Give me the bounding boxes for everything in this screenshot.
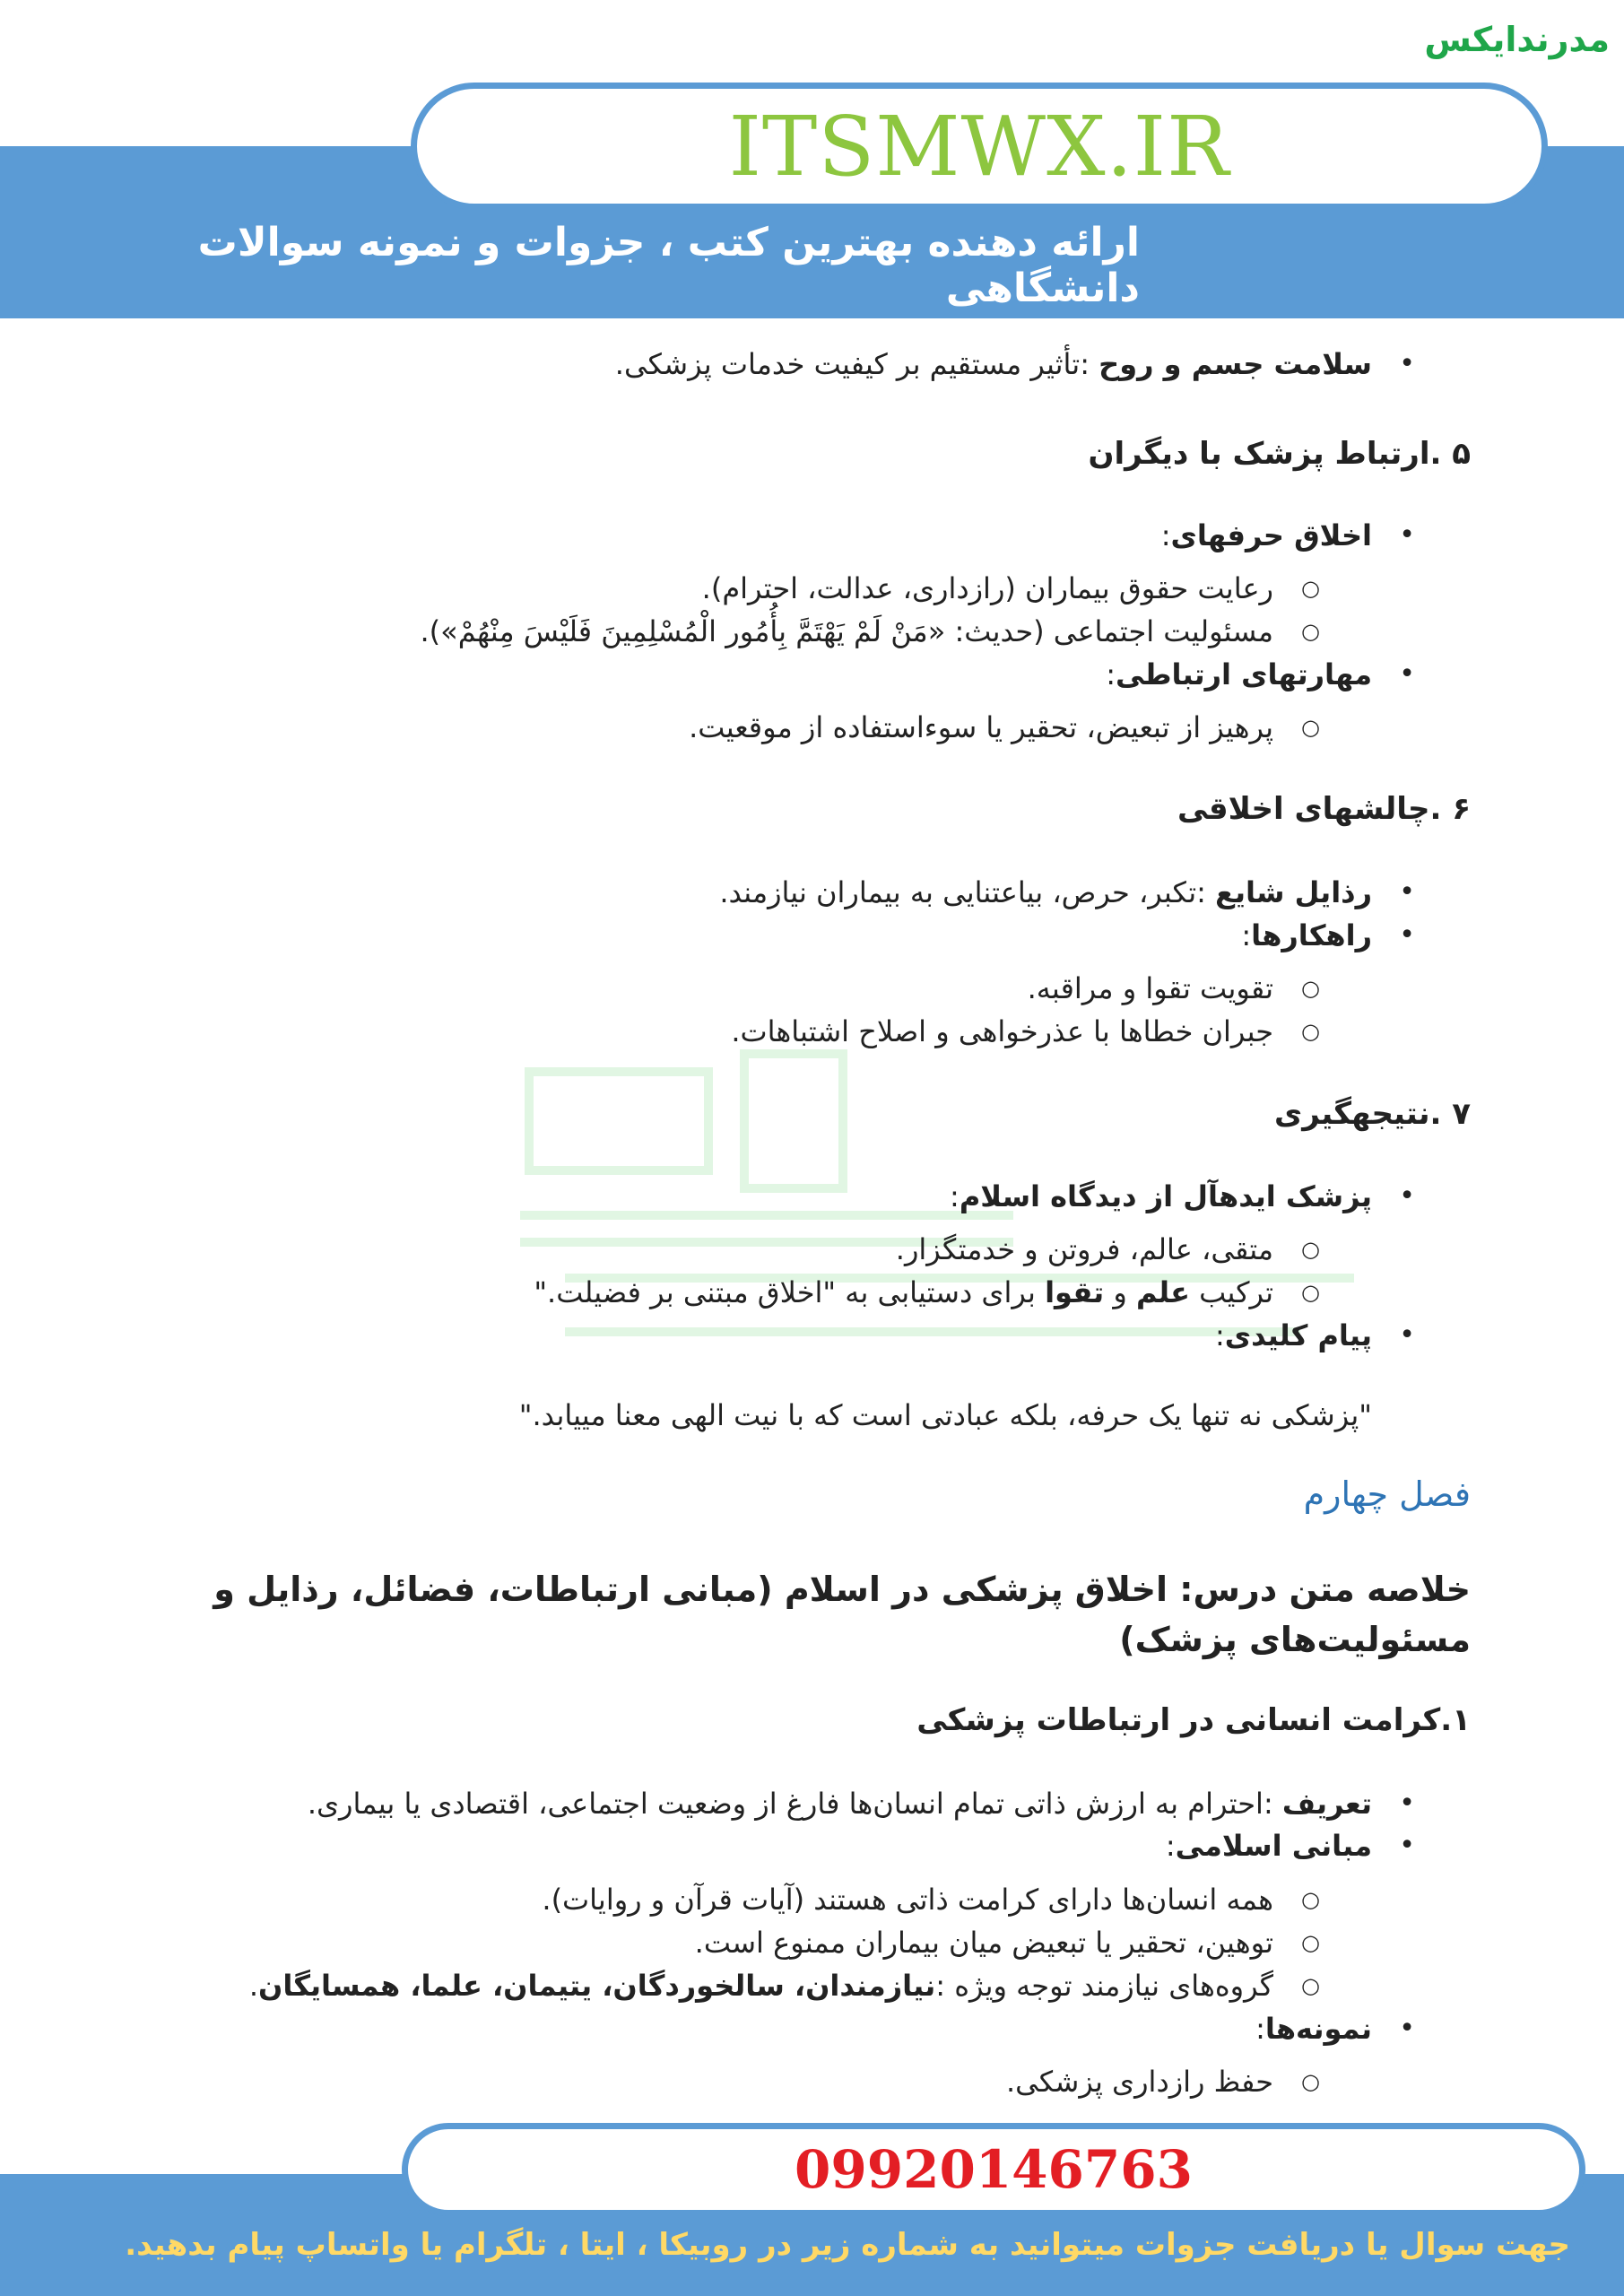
- footer-contact-note: جهت سوال یا دریافت جزوات میتوانید به شماره زیر در روبیکا ، ایتا ، تلگرام یا واتساپ پیام بدهید.: [125, 2227, 1570, 2263]
- site-title: ITSMWX.IR: [728, 98, 1230, 195]
- lesson-title: خلاصه متن درس: اخلاق پزشکی در اسلام (مبانی ارتباطات، فضائل، رذایل و مسئولیت‌های پزشک): [213, 1570, 1471, 1659]
- sub-item-confidentiality: ○ حفظ رازداری پزشکی.: [0, 2060, 1471, 2103]
- sub-item-science-piety: ○ ترکیب علم و تقوا برای دستیابی به "اخلاق مبتنی بر فضیلت.": [0, 1271, 1471, 1314]
- bullet-islamic-foundations: • مبانی اسلامی:: [36, 1824, 1471, 1867]
- sub-item-social-responsibility: ○ مسئولیت اجتماعی (حدیث: «مَنْ لَمْ یَهْتَمَّ بِأُمُور الْمُسْلِمِینَ فَلَیْسَ مِنْهُمْ»).: [0, 610, 1471, 653]
- tagline: ارائه دهنده بهترین کتب ، جزوات و نمونه سوالات دانشگاهی: [197, 220, 1140, 311]
- bullet-professional-ethics: • اخلاق حرفهای:: [36, 514, 1471, 557]
- sub-item-physician-traits: ○ متقی، عالم، فروتن و خدمتگزار.: [0, 1228, 1471, 1271]
- sub-item-needy-groups: ○ گروه‌های نیازمند توجه ویژه :نیازمندان، سالخوردگان، یتیمان، علما، همسایگان.: [0, 1964, 1471, 2007]
- key-message-quote: "پزشکی نه تنها یک حرفه، بلکه عبادتی است که با نیت الهی معنا مییابد.": [518, 1398, 1372, 1432]
- bullet-communication-skills: • مهارتهای ارتباطی:: [36, 653, 1471, 696]
- chapter-title: فصل چهارم: [1303, 1474, 1471, 1514]
- bullet-solutions: • راهکارها:: [36, 914, 1471, 957]
- contact-phone-number: 09920146763: [795, 2139, 1193, 2200]
- footer-pill: [402, 2123, 1585, 2216]
- section-heading-7: ۷ .نتیجهگیری: [1274, 1096, 1471, 1132]
- bullet-health: • سلامت جسم و روح :تأثیر مستقیم بر کیفیت خدمات پزشکی.: [36, 343, 1471, 386]
- sub-item-insult-forbidden: ○ توهین، تحقیر یا تبعیض میان بیماران ممنوع است.: [0, 1921, 1471, 1964]
- bullet-ideal-physician: • پزشک ایدهآل از دیدگاه اسلام:: [36, 1175, 1471, 1218]
- sub-item-patient-rights: ○ رعایت حقوق بیماران (رازداری، عدالت، احترام).: [0, 567, 1471, 610]
- sub-item-inherent-dignity: ○ همه انسان‌ها دارای کرامت ذاتی هستند (آیات قرآن و روایات).: [0, 1878, 1471, 1921]
- bullet-key-message: • پیام کلیدی:: [36, 1314, 1471, 1357]
- section-heading-1: ۱.کرامت انسانی در ارتباطات پزشکی: [916, 1702, 1471, 1738]
- section-heading-5: ۵ .ارتباط پزشک با دیگران: [1088, 436, 1471, 472]
- brand-corner-logo: مدرندایکس: [1424, 20, 1610, 59]
- sub-item-compensate-mistakes: ○ جبران خطاها با عذرخواهی و اصلاح اشتباهات.: [0, 1010, 1471, 1053]
- bullet-examples: • نمونه‌ها:: [36, 2007, 1471, 2050]
- sub-item-avoid-discrimination: ○ پرهیز از تبعیض، تحقیر یا سوءاستفاده از موقعیت.: [0, 706, 1471, 749]
- bullet-common-vices: • رذایل شایع :تکبر، حرص، بیاعتنایی به بیماران نیازمند.: [36, 871, 1471, 914]
- bullet-definition: • تعریف :احترام به ارزش ذاتی تمام انسان‌ها فارغ از وضعیت اجتماعی، اقتصادی یا بیماری.: [36, 1782, 1471, 1825]
- sub-item-piety: ○ تقویت تقوا و مراقبه.: [0, 967, 1471, 1010]
- section-heading-6: ۶ .چالشهای اخلاقی: [1177, 791, 1471, 827]
- header-pill: [411, 83, 1548, 210]
